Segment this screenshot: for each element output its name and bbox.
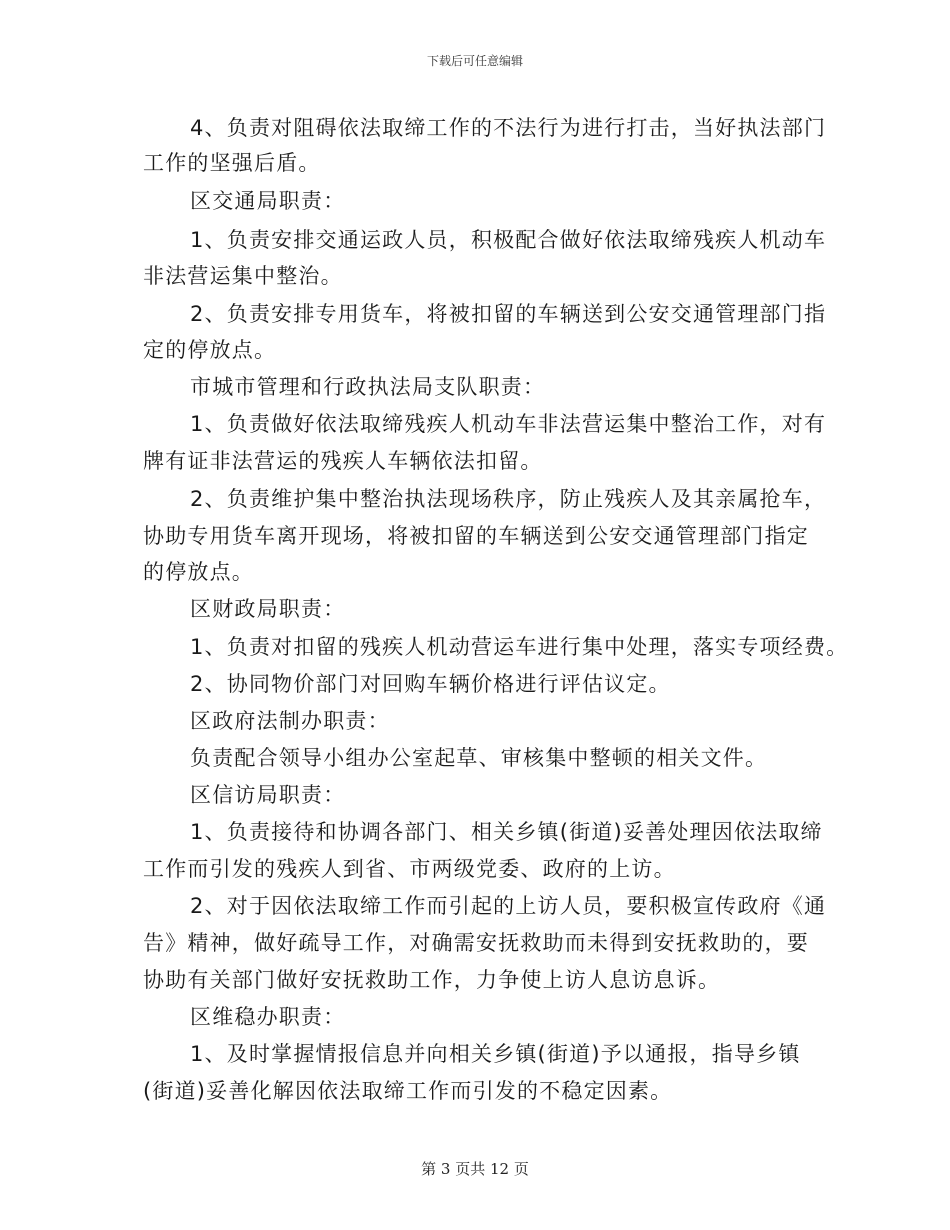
section-heading: 市城市管理和行政执法局支队职责： [190,375,546,399]
text-line: 2、负责安排专用货车，将被扣留的车辆送到公安交通管理部门指 [190,302,827,326]
section-heading: 区政府法制办职责： [190,709,390,733]
text-line: 1、负责接待和协调各部门、相关乡镇(街道)妥善处理因依法取缔 [190,820,823,844]
text-line: 定的停放点。 [143,338,277,362]
text-line: 1、负责安排交通运政人员，积极配合做好依法取缔残疾人机动车 [190,228,827,252]
text-line: 1、及时掌握情报信息并向相关乡镇(街道)予以通报，指导乡镇 [190,1042,801,1066]
text-line: 非法营运集中整治。 [143,264,343,288]
text-line: 工作而引发的残疾人到省、市两级党委、政府的上访。 [143,857,676,881]
section-heading: 区交通局职责： [190,189,346,213]
text-line: 工作的坚强后盾。 [143,151,321,175]
text-line: 2、对于因依法取缔工作而引起的上访人员，要积极宣传政府《通 [190,894,827,918]
page-header: 下载后可任意编辑 [426,54,523,68]
text-line: 2、负责维护集中整治执法现场秩序，防止残疾人及其亲属抢车， [190,487,827,511]
text-line: 协助专用货车离开现场，将被扣留的车辆送到公安交通管理部门指定 [143,524,809,548]
text-line: 的停放点。 [143,560,254,584]
text-line: 1、负责对扣留的残疾人机动营运车进行集中处理，落实专项经费。 [190,635,849,659]
section-heading: 区财政局职责： [190,597,346,621]
text-line: 2、协同物价部门对回购车辆价格进行评估议定。 [190,672,671,696]
text-line: 牌有证非法营运的残疾人车辆依法扣留。 [143,449,543,473]
page-number-footer: 第 3 页共 12 页 [421,1160,529,1178]
section-heading: 区维稳办职责： [190,1005,346,1029]
text-line: (街道)妥善化解因依法取缔工作而引发的不稳定因素。 [143,1079,673,1103]
text-line: 1、负责做好依法取缔残疾人机动车非法营运集中整治工作，对有 [190,412,827,436]
text-line: 4、负责对阻碍依法取缔工作的不法行为进行打击，当好执法部门 [190,116,827,140]
text-line: 告》精神，做好疏导工作，对确需安抚救助而未得到安抚救助的，要 [143,931,809,955]
text-line: 负责配合领导小组办公室起草、审核集中整顿的相关文件。 [190,746,768,770]
section-heading: 区信访局职责： [190,783,346,807]
text-line: 协助有关部门做好安抚救助工作，力争使上访人息访息诉。 [143,968,721,992]
